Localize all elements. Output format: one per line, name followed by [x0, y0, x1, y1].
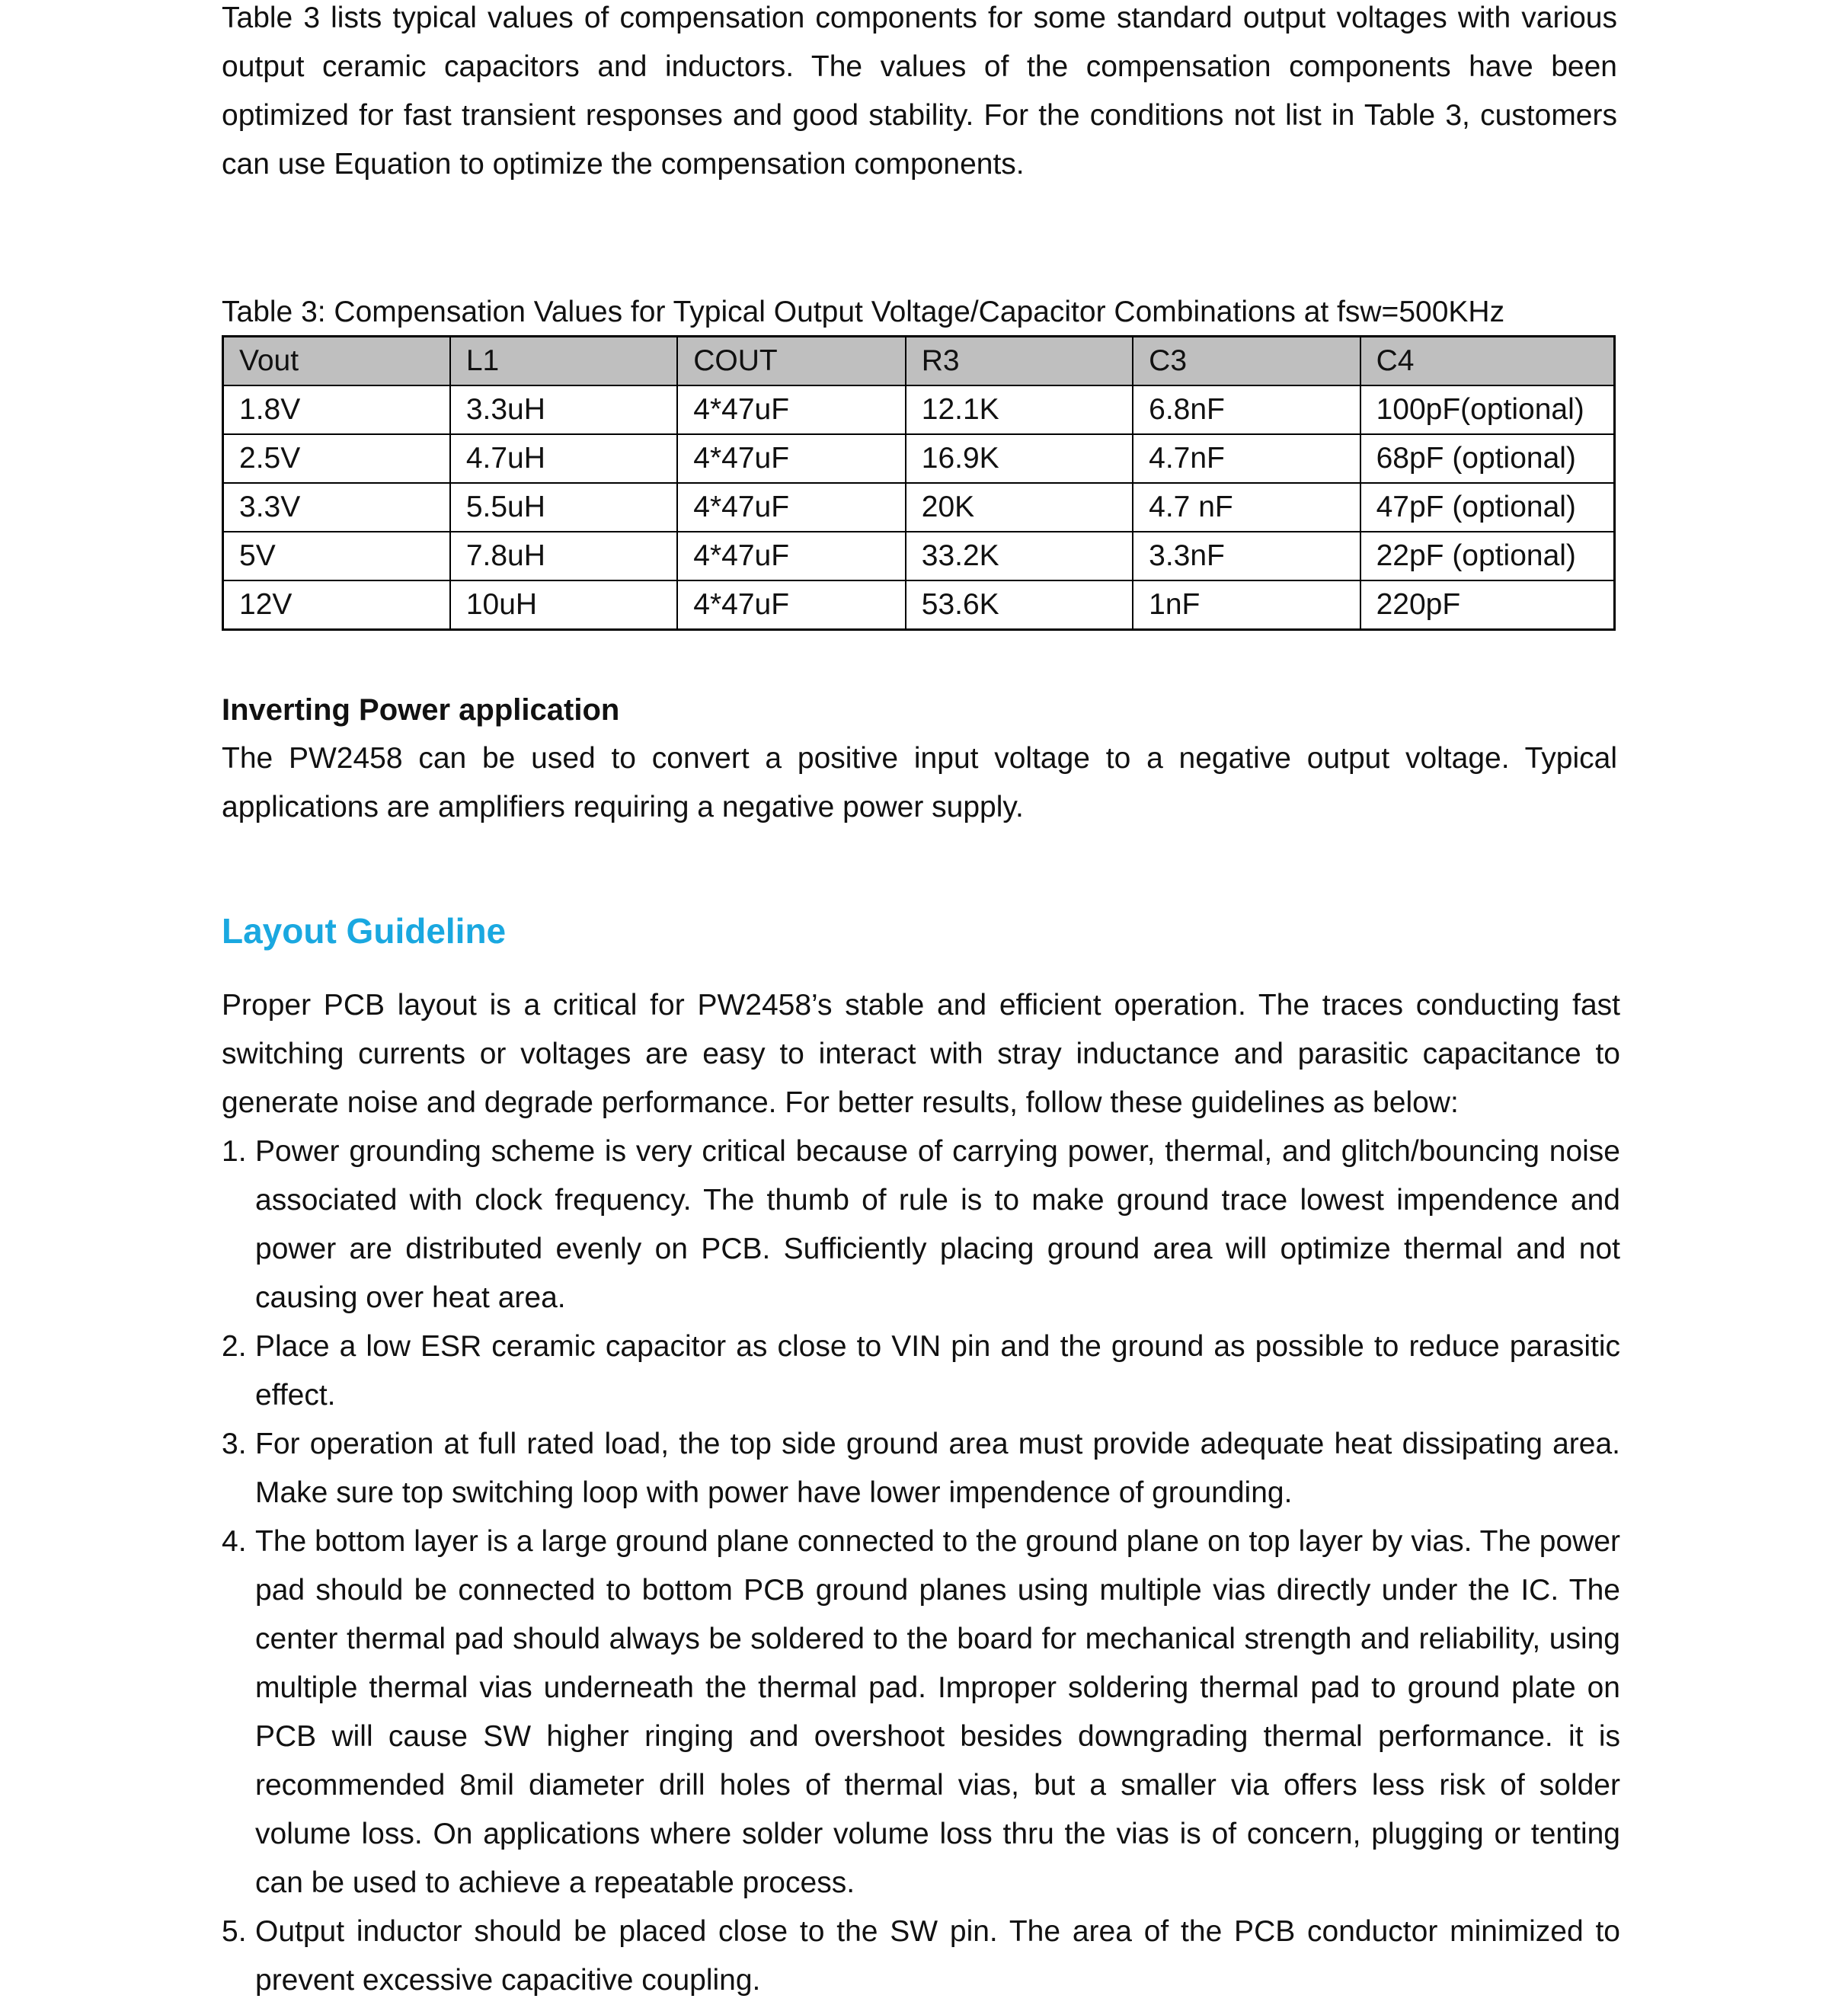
list-number: 5. — [222, 1915, 247, 1948]
list-item — [222, 1420, 1620, 1517]
table-cell: 100pF(optional) — [1360, 385, 1615, 434]
table-cell: 3.3uH — [450, 385, 677, 434]
table-caption: Table 3: Compensation Values for Typical Output Voltage/Capacitor Combinations at fsw=500KHz — [222, 296, 1505, 328]
column-header: C3 — [1133, 337, 1360, 386]
column-header: Vout — [223, 337, 450, 386]
list-item-text: Power grounding scheme is very critical because of carrying power, thermal, and glitch/bouncing noise associated with clock frequency. The thumb of rule is to make ground trace lowest impendence and power are distributed evenly on PCB. Sufficiently placing ground area will optimize thermal and not causing over heat area. — [255, 1135, 1620, 1314]
inverting-paragraph: The PW2458 can be used to convert a positive input voltage to a negative output voltage. Typical applications are amplifiers requiring a negative power supply. — [222, 742, 1617, 823]
compensation-table — [222, 335, 1616, 631]
list-item-text: For operation at full rated load, the top side ground area must provide adequate heat dissipating area. Make sure top switching loop with power have lower impendence of grounding. — [255, 1428, 1620, 1509]
table-cell: 22pF (optional) — [1360, 532, 1615, 580]
table-header-row — [223, 337, 1615, 386]
list-item — [222, 1517, 1620, 1907]
table-cell: 16.9K — [906, 434, 1133, 483]
table-cell: 68pF (optional) — [1360, 434, 1615, 483]
table-cell: 1.8V — [223, 385, 450, 434]
inverting-heading: Inverting Power application — [222, 693, 620, 727]
column-header: L1 — [450, 337, 677, 386]
intro-paragraph: Table 3 lists typical values of compensation components for some standard output voltages with various output ceramic capacitors and inductors. The values of the compensation components have been optimized for fast transient responses and good stability. For the conditions not list in Table 3, customers can use Equation to optimize the compensation components. — [222, 2, 1617, 181]
table-cell: 6.8nF — [1133, 385, 1360, 434]
table-cell: 1nF — [1133, 580, 1360, 630]
list-number: 3. — [222, 1428, 247, 1460]
list-item — [222, 1127, 1620, 1322]
list-item — [222, 1322, 1620, 1420]
list-number: 2. — [222, 1330, 247, 1363]
table-cell: 20K — [906, 483, 1133, 532]
table-row — [223, 434, 1615, 483]
table-cell: 7.8uH — [450, 532, 677, 580]
table-cell: 220pF — [1360, 580, 1615, 630]
table-row — [223, 580, 1615, 630]
layout-guideline-heading: Layout Guideline — [222, 911, 507, 951]
table-cell: 5.5uH — [450, 483, 677, 532]
table-cell: 4.7uH — [450, 434, 677, 483]
table-cell: 4*47uF — [677, 434, 905, 483]
table-row — [223, 483, 1615, 532]
table-row — [223, 532, 1615, 580]
table-cell: 12V — [223, 580, 450, 630]
table-cell: 33.2K — [906, 532, 1133, 580]
guideline-list — [222, 1127, 1620, 2005]
table-cell: 10uH — [450, 580, 677, 630]
table-cell: 53.6K — [906, 580, 1133, 630]
layout-intro-paragraph: Proper PCB layout is a critical for PW2458’s stable and efficient operation. The traces conducting fast switching currents or voltages are easy to interact with stray inductance and parasitic capacitance to generate noise and degrade performance. For better results, follow these guidelines as below: — [222, 989, 1620, 1119]
table-cell: 12.1K — [906, 385, 1133, 434]
table-cell: 2.5V — [223, 434, 450, 483]
column-header: C4 — [1360, 337, 1615, 386]
list-item — [222, 1907, 1620, 2005]
column-header: R3 — [906, 337, 1133, 386]
list-item-text: Output inductor should be placed close to the SW pin. The area of the PCB conductor minimized to prevent excessive capacitive coupling. — [255, 1915, 1620, 1997]
table-cell: 4*47uF — [677, 580, 905, 630]
list-number: 1. — [222, 1135, 247, 1168]
table-row — [223, 385, 1615, 434]
table-cell: 5V — [223, 532, 450, 580]
table-cell: 3.3nF — [1133, 532, 1360, 580]
table-cell: 4*47uF — [677, 385, 905, 434]
list-item-text: Place a low ESR ceramic capacitor as close to VIN pin and the ground as possible to reduce parasitic effect. — [255, 1330, 1620, 1412]
table-cell: 4*47uF — [677, 532, 905, 580]
list-number: 4. — [222, 1525, 247, 1558]
list-item-text: The bottom layer is a large ground plane connected to the ground plane on top layer by vias. The power pad should be connected to bottom PCB ground planes using multiple vias directly under the IC. The center thermal pad should always be soldered to the board for mechanical strength and reliability, using multiple thermal vias underneath the thermal pad. Improper soldering thermal pad to ground plate on PCB will cause SW higher ringing and overshoot besides downgrading thermal performance. it is recommended 8mil diameter drill holes of thermal vias, but a smaller via offers less risk of solder volume loss. On applications where solder volume loss thru the vias is of concern, plugging or tenting can be used to achieve a repeatable process. — [255, 1525, 1620, 1899]
table-cell: 4.7 nF — [1133, 483, 1360, 532]
table-cell: 4*47uF — [677, 483, 905, 532]
table-cell: 3.3V — [223, 483, 450, 532]
column-header: COUT — [677, 337, 905, 386]
table-cell: 4.7nF — [1133, 434, 1360, 483]
table-cell: 47pF (optional) — [1360, 483, 1615, 532]
